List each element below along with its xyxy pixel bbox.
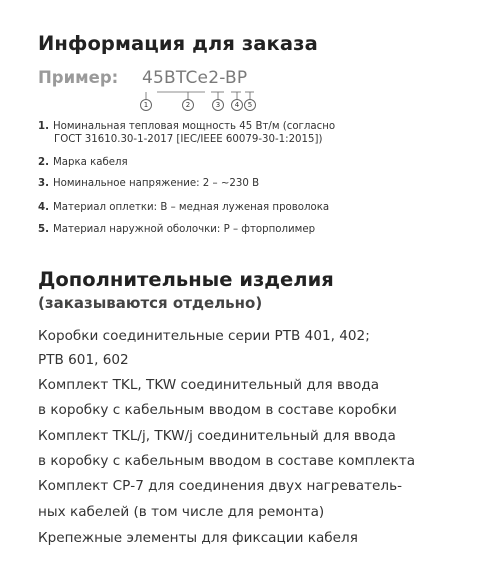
marker-3: 3 [212, 99, 224, 111]
order-item-3 [38, 178, 259, 189]
extra-products-title: Дополнительные изделия [38, 268, 334, 291]
extra-line: ных кабелей (в том числе для ремонта) [38, 504, 325, 520]
item-text: Материал оплетки: B – медная луженая проволока [52, 202, 330, 213]
item-number: 4. [38, 202, 49, 213]
item-text: Номинальное напряжение: 2 – ~230 В [52, 178, 260, 189]
marker-1: 1 [140, 99, 152, 111]
extra-products-subtitle: (заказываются отдельно) [38, 294, 263, 312]
order-item-1-cont: ГОСТ 31610.30-1-2017 [IEC/IEEE 60079-30-1:2015]) [54, 134, 323, 145]
order-item-5 [38, 224, 315, 235]
item-number: 3. [38, 178, 49, 189]
extra-line: Комплект TKL, TKW соединительный для ввода [38, 377, 380, 393]
example-code: 45BTCe2-BP [142, 68, 248, 88]
extra-line: Комплект TKL/j, TKW/j соединительный для ввода [38, 428, 396, 444]
marker-2: 2 [182, 99, 194, 111]
extra-line: РТВ 601, 602 [38, 352, 129, 368]
item-number: 5. [38, 224, 49, 235]
example-label: Пример: [38, 68, 119, 87]
marker-lines [38, 86, 298, 116]
order-item-2 [38, 157, 128, 168]
order-item-1 [38, 121, 335, 132]
order-item-4 [38, 202, 329, 213]
extra-line: в коробку с кабельным вводом в составе коробки [38, 402, 397, 418]
extra-line: Комплект СР-7 для соединения двух нагреватель- [38, 478, 403, 494]
item-text: Материал наружной оболочки: P – фторполимер [52, 224, 316, 235]
extra-line: Коробки соединительные серии РТВ 401, 402; [38, 328, 370, 344]
item-number: 2. [38, 157, 49, 168]
marker-5: 5 [244, 99, 256, 111]
extra-line: Крепежные элементы для фиксации кабеля [38, 530, 358, 546]
code-markers [38, 86, 298, 116]
marker-4: 4 [231, 99, 243, 111]
extra-line: в коробку с кабельным вводом в составе комплекта [38, 453, 416, 469]
order-info-title: Информация для заказа [38, 32, 318, 55]
item-text: Марка кабеля [52, 157, 128, 168]
item-number: 1. [38, 121, 49, 132]
item-text: Номинальная тепловая мощность 45 Вт/м (согласно [52, 121, 336, 132]
